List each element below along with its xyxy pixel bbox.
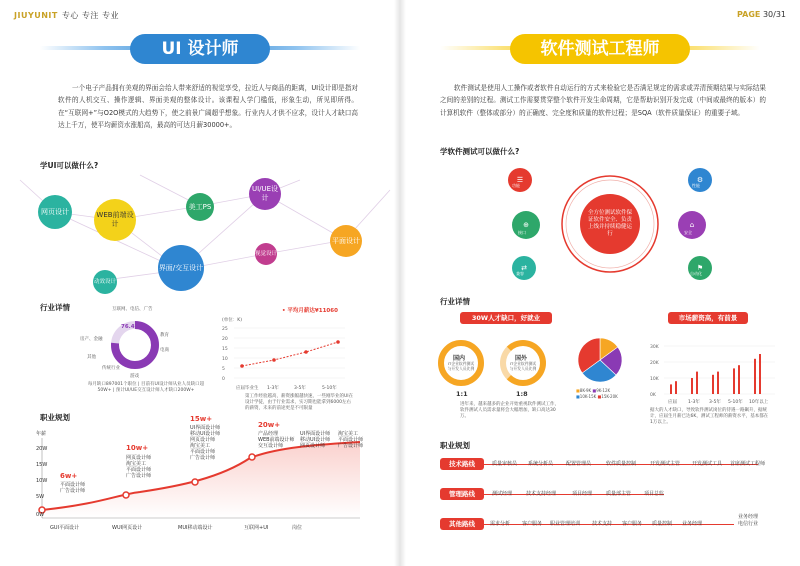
pie-legend: ■8K-9K ■9K-12K ■10K-15K ■15K-20K bbox=[576, 388, 618, 399]
track-end: 业务经理 bbox=[738, 514, 759, 520]
bar-ytick: 30K bbox=[650, 345, 659, 350]
role: 网页设计师 bbox=[300, 443, 326, 449]
track-step: 首席测试工程师 bbox=[730, 461, 766, 467]
page-number bbox=[737, 10, 786, 19]
page-label: PAGE bbox=[737, 10, 761, 19]
track-tech-label: 技术路线 bbox=[440, 458, 484, 470]
salary-xtick: 3-5年 bbox=[294, 386, 306, 391]
track-step: 配置管理员 bbox=[566, 461, 592, 467]
sat-label: 自动化 bbox=[690, 271, 702, 276]
role: 网页设计师 bbox=[126, 455, 152, 461]
bubble-visual: 视觉设计 bbox=[255, 243, 277, 265]
salary-bar-chart bbox=[650, 340, 780, 398]
bar-xtick: 10年以上 bbox=[749, 400, 769, 405]
career-x-tick: GUI平面设计 bbox=[50, 525, 80, 531]
career-extra-roles-b bbox=[338, 431, 363, 449]
career-step-salary: 20w+ bbox=[258, 421, 281, 429]
donut-center-value: 76.4% bbox=[121, 324, 141, 330]
track-step: 技术支持 bbox=[592, 521, 613, 527]
bubble-ui-ue: UI/UE设计 bbox=[249, 178, 281, 210]
sat-security: ⌂ bbox=[678, 211, 706, 239]
salary-xtick: 1-3年 bbox=[267, 386, 279, 391]
role: 广告设计师 bbox=[190, 455, 216, 461]
gauge-domestic-desc bbox=[443, 362, 479, 371]
legend-item: 10K-15K bbox=[579, 394, 597, 399]
role: 平面设计师 bbox=[338, 437, 364, 443]
gauge-desc-line: IT企业软件测试 bbox=[509, 361, 537, 366]
hub-center: 全方位测试软件保证软件安全、负责上线并持续稳健运行 bbox=[580, 194, 640, 254]
sat-automation: ⚑ bbox=[688, 256, 712, 280]
salary-ytick: 20 bbox=[222, 337, 228, 342]
track-step: 质量部主管 bbox=[606, 491, 632, 497]
bubble-web-frontend: WEB前端设计 bbox=[94, 199, 136, 241]
salary-point bbox=[304, 350, 308, 354]
salary-point bbox=[272, 358, 276, 362]
donut-label-internet: 互联网、电信、广告 bbox=[112, 307, 153, 312]
salary-series-line bbox=[242, 342, 338, 366]
salary-bar bbox=[754, 359, 756, 394]
brand-logo bbox=[14, 10, 119, 21]
bubble-graphic: 平面设计 bbox=[330, 225, 362, 257]
page-title: UI 设计师 bbox=[130, 34, 270, 64]
role: 产品经理 bbox=[258, 431, 279, 437]
track-other-label: 其他路线 bbox=[440, 518, 484, 530]
gauge-domestic-title: 国内 bbox=[453, 355, 466, 362]
career-y-tick: 5W bbox=[36, 494, 45, 500]
salary-ytick: 10 bbox=[222, 357, 228, 362]
intro-paragraph: 软件测试是使用人工操作或者软件自动运行的方式来检验它是否满足规定的需求或弄清预期结果与实际结果之间的差别的过程。测试工作需要贯穿整个软件开发生命周期，它是帮助识别开发完成（中间或最终的版本）的计算机软件（整体或部分）的正确度、完全度和质量的软件过程；是SQA（软件质量保证）的重要子域。 bbox=[440, 84, 766, 117]
career-step-salary: 6w+ bbox=[60, 472, 78, 480]
track-step: 客户服务 bbox=[522, 521, 543, 527]
role: WEB前端设计师 bbox=[258, 437, 295, 443]
sat-label: 安全 bbox=[684, 230, 692, 235]
track-step: 需求分析 bbox=[490, 521, 511, 527]
salary-bar bbox=[675, 381, 677, 394]
bar-xtick: 3-5年 bbox=[709, 400, 721, 405]
sat-interface: ⊕ bbox=[512, 211, 540, 239]
gauge-note: 进年来，越来越多的企业开始重视软件测试工作，软件测试人员需求量将会大幅增加，缺口高达30万。 bbox=[460, 402, 559, 419]
role: UI界面设计师 bbox=[300, 431, 331, 437]
section-heading-what: 学UI可以做什么? bbox=[40, 161, 99, 170]
pill-high-salary: 市场薪资高，有前景 bbox=[668, 312, 748, 324]
role: 淘宝美工 bbox=[338, 431, 359, 437]
salary-bar bbox=[691, 378, 693, 394]
salary-note: 第工作经验越高，薪资涨幅越快速，一些刚毕业的UI在设计学徒，由于行业需求，实习期也能拿到6000左右的薪资，未来的前途更是不可限量 bbox=[245, 394, 354, 411]
bubble-interface: 界面/交互设计 bbox=[158, 245, 204, 291]
bubble-art-ps: 美工PS bbox=[186, 193, 214, 221]
donut-label-ecom: 电商 bbox=[160, 348, 169, 353]
bar-ytick: 20K bbox=[650, 361, 659, 366]
bubble-motion: 动效设计 bbox=[93, 270, 117, 294]
bar-xtick: 1-3年 bbox=[688, 400, 700, 405]
career-step-salary: 15w+ bbox=[190, 415, 213, 423]
track-step: 开发测试主管 bbox=[650, 461, 681, 467]
salary-xtick: 应届毕业生 bbox=[236, 386, 259, 391]
role: 淘宝美工 bbox=[190, 443, 211, 449]
section-heading-career: 职业规划 bbox=[440, 441, 470, 450]
role: 交互设计师 bbox=[258, 443, 284, 449]
salary-title: • 平均月薪达¥11060 bbox=[282, 308, 338, 314]
section-heading-career: 职业规划 bbox=[40, 413, 70, 422]
career-y-label: 年薪 bbox=[36, 431, 47, 437]
track-step: 技术支持经理 bbox=[526, 491, 557, 497]
salary-ytick: 0 bbox=[222, 377, 225, 382]
donut-label-finance: 房产、金融 bbox=[80, 337, 103, 342]
salary-ylabel: (单位：K) bbox=[222, 318, 242, 323]
career-step-roles bbox=[126, 455, 151, 479]
role: 平面设计师 bbox=[60, 482, 86, 488]
role: 淘宝美工 bbox=[126, 461, 147, 467]
legend-item: 9K-12K bbox=[596, 388, 611, 393]
donut-label-other: 其他 bbox=[87, 355, 96, 360]
bar-note: 据大的人才缺口，导致软件测试岗位的待遇一路飙升，据统计，应届生月薪已达6K，测试工程师的薪资水平，基本都在1万以上。 bbox=[650, 408, 769, 425]
donut-label-edu: 教育 bbox=[160, 333, 169, 338]
sat-label: 兼容 bbox=[516, 271, 524, 276]
role: 广告设计师 bbox=[338, 443, 364, 449]
salary-bar bbox=[733, 368, 735, 394]
bar-xtick: 5-10年 bbox=[728, 400, 743, 405]
track-other-endpoints bbox=[738, 514, 758, 528]
role: 移动UI设计师 bbox=[190, 431, 221, 437]
role: UI界面设计师 bbox=[190, 425, 221, 431]
ratio-domestic: 1:1 bbox=[456, 390, 468, 398]
bar-ytick: 10K bbox=[650, 377, 659, 382]
brand-slogan: 专心 专注 专业 bbox=[61, 11, 119, 20]
section-heading-what: 学软件测试可以做什么? bbox=[440, 147, 520, 156]
track-step: 开发测试工具 bbox=[692, 461, 723, 467]
right-page bbox=[400, 0, 800, 566]
page-number-value: 30/31 bbox=[762, 10, 786, 19]
salary-bar bbox=[738, 365, 740, 394]
salary-point bbox=[336, 340, 340, 344]
role: 平面设计师 bbox=[126, 467, 152, 473]
bar-xtick: 应届 bbox=[668, 400, 677, 405]
track-step: 质量控制 bbox=[652, 521, 673, 527]
salary-line-chart bbox=[220, 322, 350, 384]
salary-ytick: 25 bbox=[222, 327, 228, 332]
page-fold-shadow bbox=[394, 0, 406, 566]
gauge-foreign-title: 国外 bbox=[515, 355, 528, 362]
gauge-desc-line: 与开发人员比例 bbox=[509, 365, 537, 371]
salary-xtick: 5-10年 bbox=[322, 386, 337, 391]
page-title: 软件测试工程师 bbox=[510, 34, 690, 64]
brand-name: JIUYUNIT bbox=[14, 11, 58, 20]
career-x-tick: WUI网页设计 bbox=[112, 525, 143, 531]
career-y-tick: 15W bbox=[36, 462, 48, 468]
track-step: 测试经理 bbox=[492, 491, 513, 497]
career-step-roles bbox=[258, 431, 295, 449]
role: 平面设计师 bbox=[190, 449, 216, 455]
legend-item: 8K-9K bbox=[579, 388, 592, 393]
gauge-foreign-desc bbox=[505, 362, 541, 371]
bubble-web-design: 网页设计 bbox=[38, 195, 72, 229]
track-step: 项目总监 bbox=[644, 491, 665, 497]
donut-note: 每月缺口897001个职位 | 目前有UI设计师从业人员缺口超50W+ | 预计UI/UE交互设计师人才缺口200W+ bbox=[87, 382, 205, 393]
career-extra-roles-a bbox=[300, 431, 330, 449]
pill-talent-gap: 30W人才缺口，好就业 bbox=[460, 312, 552, 324]
track-step: 业务经理 bbox=[682, 521, 703, 527]
salary-bar bbox=[670, 384, 672, 394]
salary-ytick: 15 bbox=[222, 347, 228, 352]
sat-performance: ⚙ bbox=[688, 168, 712, 192]
track-mgmt-label: 管理路线 bbox=[440, 488, 484, 500]
career-y-tick: 10W bbox=[36, 478, 48, 484]
sat-compat: ⇄ bbox=[512, 256, 536, 280]
gauge-desc-line: IT企业软件测试 bbox=[447, 361, 475, 366]
track-step: 质量审核员 bbox=[492, 461, 518, 467]
career-x-label: 岗位 bbox=[292, 525, 303, 531]
salary-bar bbox=[717, 372, 719, 394]
ratio-foreign: 1:8 bbox=[516, 390, 528, 398]
donut-label-game: 游戏 bbox=[130, 374, 139, 379]
career-step-roles bbox=[60, 482, 85, 494]
section-heading-industry: 行业详情 bbox=[40, 303, 70, 312]
track-step: 职业管理培训 bbox=[550, 521, 581, 527]
section-heading-industry: 行业详情 bbox=[440, 297, 470, 306]
sat-label: 性能 bbox=[692, 183, 700, 188]
role: 广告设计师 bbox=[60, 488, 86, 494]
track-step: 项目经理 bbox=[572, 491, 593, 497]
career-y-tick: 20W bbox=[36, 446, 48, 452]
sat-label: 接口 bbox=[518, 230, 526, 235]
salary-bar bbox=[759, 354, 761, 394]
salary-point bbox=[240, 364, 244, 368]
track-step: 客户服务 bbox=[622, 521, 643, 527]
sat-function: ☰ bbox=[508, 168, 532, 192]
salary-bar bbox=[696, 372, 698, 394]
bar-ytick: 0K bbox=[650, 393, 656, 398]
career-x-tick: MUI移动端设计 bbox=[178, 525, 213, 531]
gauge-desc-line: 与开发人员比例 bbox=[447, 365, 475, 371]
track-end: 电信行业 bbox=[738, 521, 759, 527]
role: 广告设计师 bbox=[126, 473, 152, 479]
role: 移动UI设计师 bbox=[300, 437, 331, 443]
track-step: 软件质量控制 bbox=[606, 461, 637, 467]
role: 网页设计师 bbox=[190, 437, 216, 443]
donut-label-traditional: 传统行业 bbox=[102, 366, 120, 371]
salary-pie-chart bbox=[576, 336, 624, 384]
salary-ytick: 5 bbox=[222, 367, 225, 372]
intro-paragraph: 一个电子产品拥有美观的界面会给人带来舒适的视觉享受，拉近人与商品的距离，UI设计即是指对软件的人机交互、操作逻辑、界面美观的整体设计。该课程人学门槛低，形象生动，所见即所得。在“互联网+”与O2O模式的大趋势下，使之前景广阔超乎想象。行业内人才供不应求，设计人才缺口高达上千万，使平均薪资水涨船高，最高的可达月薪30000+。 bbox=[58, 84, 358, 129]
career-x-tick: 互联网+UI bbox=[244, 525, 269, 531]
track-step: 系统分析员 bbox=[528, 461, 554, 467]
career-step-roles bbox=[190, 425, 220, 461]
salary-bar bbox=[712, 375, 714, 394]
career-step-salary: 10w+ bbox=[126, 444, 149, 452]
career-y-tick: 0W bbox=[36, 512, 45, 518]
sat-label: 功能 bbox=[512, 183, 520, 188]
legend-item: 15K-20K bbox=[601, 394, 618, 399]
